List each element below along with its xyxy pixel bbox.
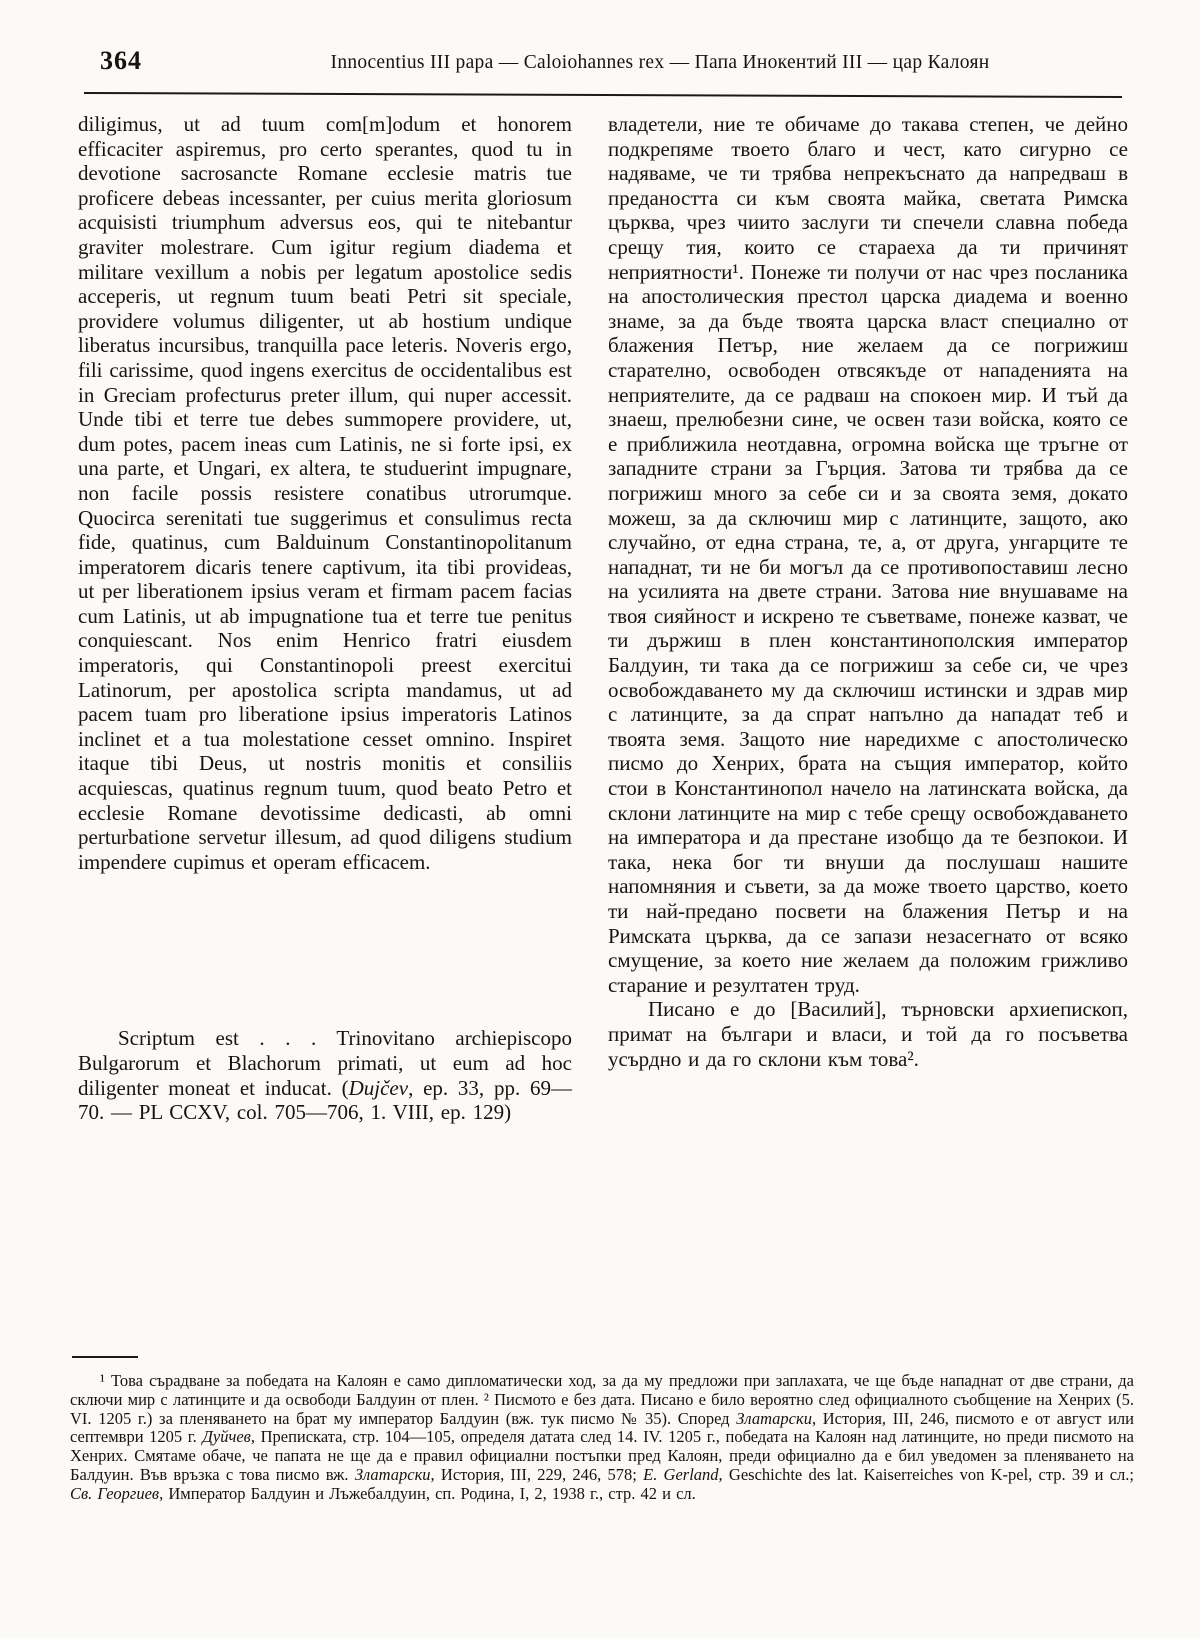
footnote-divider-rule — [72, 1356, 138, 1358]
latin-letter-paragraph: diligimus, ut ad tuum com[m]odum et honorem efficaciter aspiremus, pro certo sperantes, quod tu in devotione sacrosancte Romane ecclesie matris tue proficere debeas incessanter, per cuius merita gloriosum acquisisti triumphum adversus eos, qui te nitebantur graviter molestrare. Cum igitur regium diadema et militare vexillum a nobis per legatum apostolice sedis acceperis, ut regnum tuum beati Petri sit speciale, providere volumus diligenter, ut ab hostium undique liberatus incursibus, tranquilla pace leteris. Noveris ergo, fili carissime, quod ingens exercitus de occidentalibus est in Greciam profecturus preter illum, qui nuper accessit. Unde tibi et terre tue debes summopere providere, ut, dum potes, pacem ineas cum Latinis, ne si forte ipsi, ex una parte, et Ungari, ex altera, te studuerint impugnare, non facile possis resistere conatibus utrorumque. Quocirca serenitati tue suggerimus et consulimus recta fide, quatinus, cum Balduinum Constantinopolitanum imperatorem dicaris tenere captivum, ita tibi provideas, ut per liberationem ipsius veram et firmam pacem facias cum Latinis, ut ab impugnatione tua et terre tue penitus conquiescant. Nos enim Henrico fratri eiusdem imperatoris, qui Constantinopoli preest exercitui Latinorum, per apostolica scripta mandamus, ut ad pacem tuam pro liberatione ipsius imperatoris Latinos inclinet et a tua molestatione cesset omnino. Inspiret itaque tibi Deus, ut nostris monitis et consiliis acquiescas, quatinus regnum tuum, quod beato Petro et ecclesie Romane devotissime dedicasti, ab omni perturbatione servetur illesum, ad quod diligens studium impendere cupimus et operam efficacem. — [78, 112, 572, 874]
page-number: 364 — [100, 46, 142, 75]
bulgarian-column — [608, 112, 1128, 1125]
footnotes-block: ¹ Това сърадване за победата на Калоян е само дипломатически ход, за да му предложи при заплахата, че ще бъде нападнат от две страни, да сключи мир с латинците и да освободи Балдуин от плен. ² Писмото е без дата. Писано е било вероятно след официалното съобщение на Хенрих (5. VI. 1205 г.) за пленяването на брат му император Балдуин (вж. тук писмо № 35). Според Златарски, История, III, 246, писмото е от август или септември 1205 г. Дуйчев, Преписката, стр. 104—105, определя датата след 14. IV. 1205 г., победата на Калоян над латинците, но преди писмото на Хенрих. Смятаме обаче, че папата не ще да е правил официални постъпки пред Калоян, преди официално да е бил уведомен за пленяването на Балдуин. Във връзка с това писмо вж. Златарски, История, III, 229, 246, 578; E. Gerland, Geschichte des lat. Kaiserreiches von K-pel, стр. 39 и сл.; Св. Георгиев, Император Балдуин и Лъжебалдуин, сп. Родина, I, 2, 1938 г., стр. 42 и сл. — [70, 1371, 1134, 1503]
bulgarian-translation-paragraph: владетели, ние те обичаме до такава степен, че дейно подкрепяме твоето благо и чест, като сигурно се надяваме, че ти трябва непрекъснато да напредваш в предаността си към своята майка, светата Римска църква, чрез чиито заслуги ти спечели славна победа срещу тия, които се стараеха да ти причинят неприятности¹. Понеже ти получи от нас чрез посланика на апостолическия престол царска диадема и военно знаме, за да бъде твоята царска власт специално от блажения Петър, ние желаем да се погрижиш старателно, освободен отвсякъде от нападенията на неприятелите, да се радваш на спокоен мир. И тъй да знаеш, прелюбезни сине, че освен тази войска, която се е приближила неотдавна, огромна войска ще тръгне от западните страни за Гърция. Затова ти трябва да се погрижиш много за себе си и за своята земя, докато можеш, за да сключиш мир с латинците, защото, ако случайно, от една страна, те, а, от друга, унгарците те нападнат, ти не би могъл да се противопоставиш лесно на усилията на двете страни. Затова ние внушаваме на твоя сияйност и искрено те съветваме, понеже казват, че ти държиш в плен константинополския император Балдуин, ти така да се погрижиш за себе си, че чрез освобождаването му да сключиш истински и здрав мир с латинците, за да спрат напълно да нападат теб и твоята земя. Защото ние наредихме с апостолическо писмо до Хенрих, брата на същия император, който стои в Константинопол начело на латинската войска, да склони латинците на мир с тебе срещу освобождаването на императора и да престане изобщо да те безпокои. И така, нека бог ти внуши да послушаш нашите напомняния и съвети, за да може твоето царство, което ти най-предано посвети на блажения Петър и на Римската църква, да се запази незасегнато от всяко смущение, за което ние желаем да положим грижливо старание и резултатен труд. — [608, 112, 1128, 997]
bulgarian-colophon-paragraph: Писано е до [Василий], търновски архиепископ, примат на българи и власи, и той да го посъветва усърдно и да го склони към това². — [608, 997, 1128, 1071]
header-divider-rule — [84, 92, 1122, 98]
two-column-text-area — [78, 112, 1128, 1125]
running-header: Innocentius III papa — Caloiohannes rex — Папа Инокентий III — цар Калоян — [330, 52, 990, 73]
latin-scriptum-paragraph: Scriptum est . . . Trinovitano archiepiscopo Bulgarorum et Blachorum primati, ut eum ad hoc diligenter moneat et inducat. (Dujčev, ep. 33, pp. 69—70. — PL CCXV, col. 705—706, 1. VIII, ep. 129) — [78, 1026, 572, 1125]
latin-column — [78, 112, 572, 1125]
